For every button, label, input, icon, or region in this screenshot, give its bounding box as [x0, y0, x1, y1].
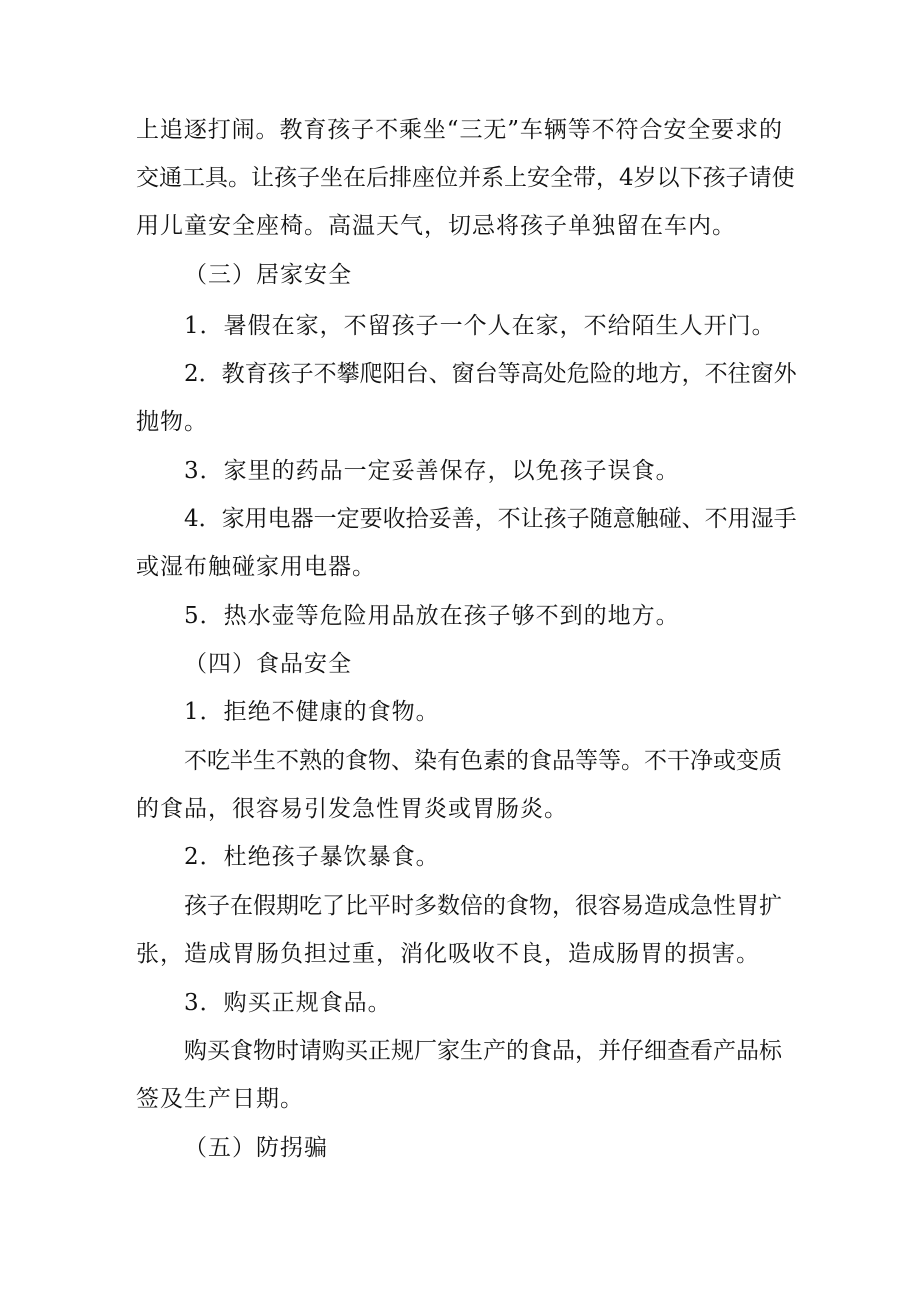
- paragraph-line: 上追逐打闹。教育孩子不乘坐“三无”车辆等不符合安全要求的: [136, 117, 782, 143]
- paragraph-line: 的食品，很容易引发急性胃炎或胃肠炎。: [136, 796, 568, 822]
- paragraph-line: 不吃半生不熟的食物、染有色素的食品等等。不干净或变质: [184, 748, 782, 774]
- paragraph-line: 孩子在假期吃了比平时多数倍的食物，很容易造成急性胃扩: [184, 893, 782, 919]
- section-heading: （五）防拐骗: [184, 1135, 328, 1161]
- list-item: 3．家里的药品一定妥善保存，以免孩子误食。: [184, 458, 680, 484]
- paragraph-line: 签及生产日期。: [136, 1086, 304, 1112]
- section-heading: （三）居家安全: [184, 262, 352, 288]
- list-item: 3．购买正规食品。: [184, 990, 392, 1016]
- section-heading: （四）食品安全: [184, 651, 352, 677]
- paragraph-line: 或湿布触碰家用电器。: [136, 554, 376, 580]
- list-item: 2．教育孩子不攀爬阳台、窗台等高处危险的地方，不往窗外: [184, 361, 797, 387]
- list-item: 5．热水壶等危险用品放在孩子够不到的地方。: [184, 603, 680, 629]
- list-item: 1．暑假在家，不留孩子一个人在家，不给陌生人开门。: [184, 313, 776, 339]
- list-item: 2．杜绝孩子暴饮暴食。: [184, 844, 440, 870]
- paragraph-line: 张，造成胃肠负担过重，消化吸收不良，造成肠胃的损害。: [136, 941, 760, 967]
- paragraph-line: 交通工具。让孩子坐在后排座位并系上安全带，4岁以下孩子请使: [136, 165, 795, 191]
- list-item: 1．拒绝不健康的食物。: [184, 699, 440, 725]
- paragraph-line: 用儿童安全座椅。高温天气，切忌将孩子单独留在车内。: [136, 213, 736, 239]
- list-item: 4．家用电器一定要收拾妥善，不让孩子随意触碰、不用湿手: [184, 506, 797, 532]
- paragraph-line: 抛物。: [136, 409, 208, 435]
- paragraph-line: 购买食物时请购买正规厂家生产的食品，并仔细查看产品标: [184, 1038, 782, 1064]
